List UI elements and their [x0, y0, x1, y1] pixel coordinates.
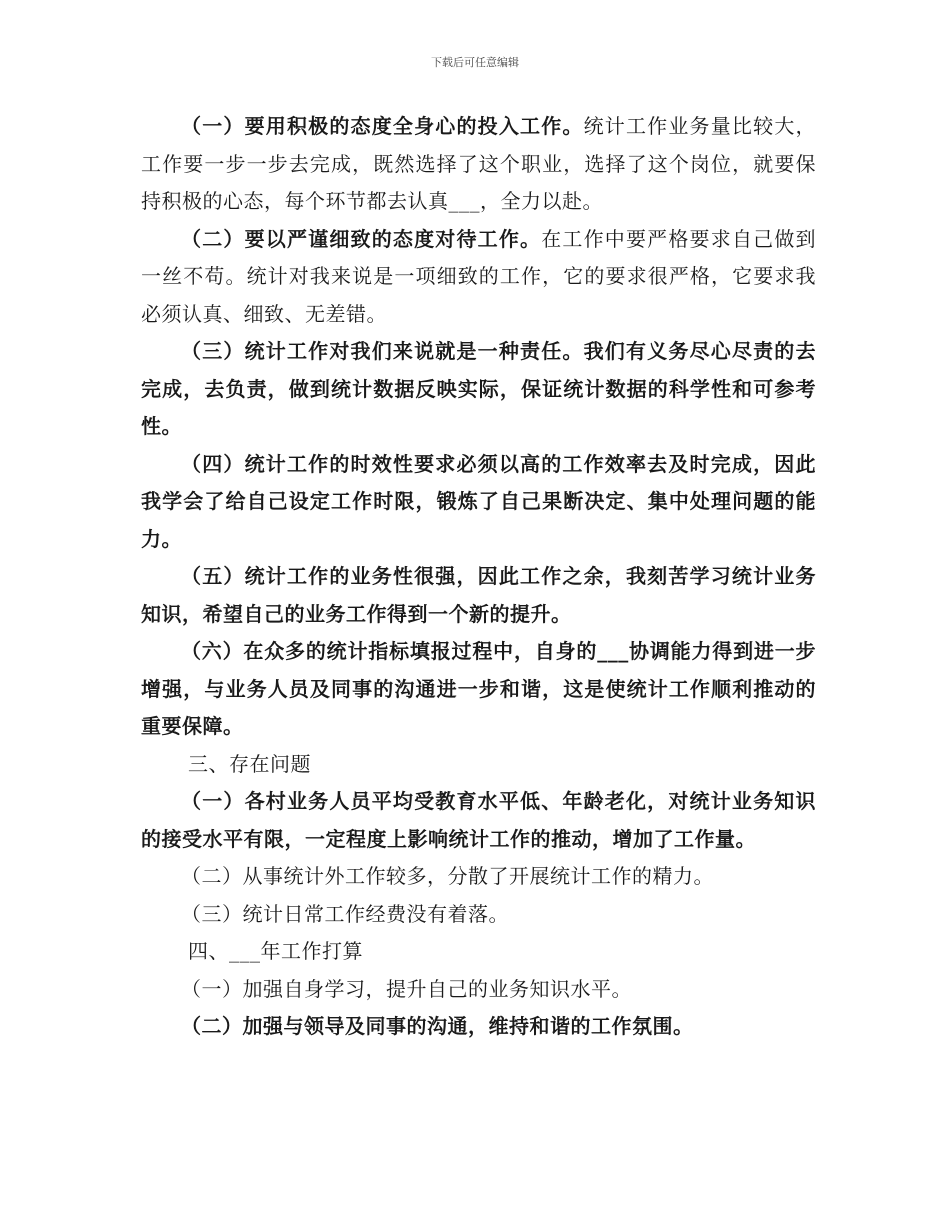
paragraph-5: （五）统计工作的业务性很强，因此工作之余，我刻苦学习统计业务知识，希望自己的业务工作得到一个新的提升。	[141, 564, 816, 626]
paragraph-3: （三）统计工作对我们来说就是一种责任。我们有义务尽心尽责的去完成，去负责，做到统计数据反映实际，保证统计数据的科学性和可参考性。	[141, 339, 816, 438]
section-3-item-3: （三）统计日常工作经费没有着落。	[181, 901, 509, 926]
paragraph-2-text: 在工作中要严格要求自己做到一丝不苟。统计对我来说是一项细致的工作，它的要求很严格，它要求我必须认真、细致、无差错。	[141, 226, 817, 326]
paragraph-1	[141, 108, 816, 221]
section-4-item-2: （二）加强与领导及同事的沟通，维持和谐的工作氛围。	[181, 1014, 694, 1038]
page-header: 下载后可任意编辑	[431, 56, 519, 69]
section-4-heading: 四、___年工作打算	[188, 939, 363, 963]
paragraph-6: （六）在众多的统计指标填报过程中，自身的___协调能力得到进一步增强，与业务人员及同事的沟通进一步和谐，这是使统计工作顺利推动的重要保障。	[141, 639, 816, 738]
paragraph-1-lead: （一）要用积极的态度全身心的投入工作。	[181, 114, 584, 138]
paragraph-2	[141, 221, 816, 334]
document-body	[141, 108, 816, 1046]
paragraph-2-lead: （二）要以严谨细致的态度对待工作。	[181, 226, 542, 251]
section-3-item-2: （二）从事统计外工作较多，分散了开展统计工作的精力。	[181, 864, 714, 888]
section-3-item-1: （一）各村业务人员平均受教育水平低、年龄老化，对统计业务知识的接受水平有限，一定程度上影响统计工作的推动，增加了工作量。	[141, 789, 816, 851]
paragraph-4: （四）统计工作的时效性要求必须以高的工作效率去及时完成，因此我学会了给自己设定工作时限，锻炼了自己果断决定、集中处理问题的能力。	[141, 451, 816, 551]
section-4-item-1: （一）加强自身学习，提升自己的业务知识水平。	[181, 976, 632, 1001]
section-3-heading: 三、存在问题	[188, 751, 311, 776]
paragraph-1-text: 统计工作业务量比较大，工作要一步一步去完成，既然选择了这个职业，选择了这个岗位，就要保持积极的心态，每个环节都去认真___，全力以赴。	[141, 114, 817, 213]
